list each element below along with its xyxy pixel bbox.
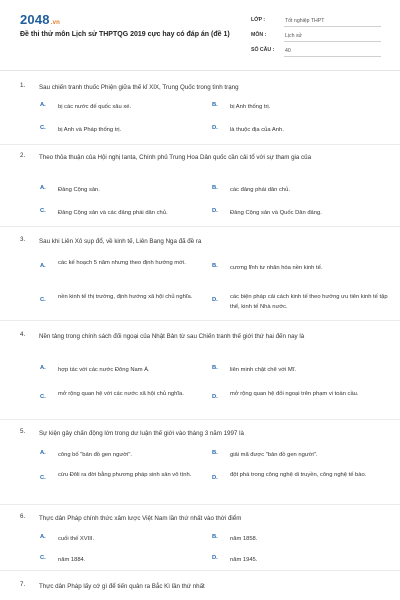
option-letter: D. <box>212 555 218 561</box>
meta-value: Lịch sử <box>284 31 381 42</box>
option-text: năm 1858. <box>230 536 258 542</box>
option-text: bị Anh và Pháp thống trị. <box>58 127 122 133</box>
option-text: giải mã được "bản đồ gen người". <box>230 452 318 458</box>
option-text: các biện pháp cải cách kinh tế theo hướng ưu tiên kinh tế tập thể, kinh tế Nhà nước. <box>230 294 388 310</box>
question-number: 2. <box>20 152 26 159</box>
option-text: các kế hoạch 5 năm nhưng theo định hướng mới. <box>58 260 186 266</box>
option-letter: A. <box>40 365 46 371</box>
option-letter: B. <box>212 365 218 371</box>
meta-row-class <box>251 16 381 31</box>
option-text: Đảng Cộng sản. <box>58 187 100 193</box>
logo-suffix: .vn <box>50 20 61 26</box>
option-letter: D. <box>212 208 218 214</box>
question-number: 5. <box>20 428 26 435</box>
meta-label: MÔN : <box>251 32 267 38</box>
question-number: 6. <box>20 513 26 520</box>
question-text: Sau khi Liên Xô sụp đổ, về kinh tế, Liên Bang Nga đã đề ra <box>39 238 202 245</box>
meta-row-count <box>251 46 381 61</box>
exam-title: Đề thi thử môn Lịch sử THPTQG 2019 cực hay có đáp án (đề 1) <box>20 31 230 38</box>
option-letter: C. <box>40 394 46 400</box>
question-text: Sau chiến tranh thuốc Phiện giữa thế kỉ XIX, Trung Quốc trong tình trạng <box>39 84 239 91</box>
question-separator <box>0 226 400 227</box>
option-letter: D. <box>212 297 218 303</box>
option-text: công bố "bản đồ gen người". <box>58 452 133 458</box>
option-text: năm 1945. <box>230 557 258 563</box>
option-text: năm 1884. <box>58 557 86 563</box>
option-text: đột phá trong công nghệ di truyền, công nghệ tế bào. <box>230 472 367 478</box>
question-separator <box>0 570 400 571</box>
option-text: mở rộng quan hệ với các nước xã hội chủ nghĩa. <box>58 391 184 397</box>
option-letter: B. <box>212 102 218 108</box>
option-letter: A. <box>40 263 46 269</box>
option-text: Đảng Cộng sản và các đảng phái dân chủ. <box>58 210 168 216</box>
meta-label: SỐ CÂU : <box>251 47 275 53</box>
option-letter: C. <box>40 208 46 214</box>
question-number: 7. <box>20 581 26 588</box>
option-letter: B. <box>212 450 218 456</box>
option-letter: D. <box>212 394 218 400</box>
header-divider <box>0 70 400 71</box>
question-separator <box>0 144 400 145</box>
question-text: Thực dân Pháp chính thức xâm lược Việt Nam lần thứ nhất vào thời điểm <box>39 515 242 522</box>
option-text: bị Anh thống trị. <box>230 104 271 110</box>
question-separator <box>0 419 400 420</box>
exam-header <box>0 0 400 70</box>
meta-label: LỚP : <box>251 17 266 23</box>
option-text: cừu Đôli ra đời bằng phương pháp sinh sản vô tính. <box>58 472 192 478</box>
option-text: Đảng Cộng sản và Quốc Dân đảng. <box>230 210 322 216</box>
option-text: liên minh chặt chẽ với Mĩ. <box>230 367 296 373</box>
option-letter: B. <box>212 185 218 191</box>
option-text: các đảng phái dân chủ. <box>230 187 290 193</box>
question-separator <box>0 320 400 321</box>
question-text: Sự kiện gây chấn động lớn trong dư luận thế giới vào tháng 3 năm 1997 là <box>39 430 244 437</box>
question-number: 1. <box>20 82 26 89</box>
option-text: bị các nước đế quốc xâu xé. <box>58 104 132 110</box>
option-text: là thuộc địa của Anh. <box>230 127 284 133</box>
option-letter: A. <box>40 102 46 108</box>
meta-value: Tốt nghiệp THPT <box>284 16 381 27</box>
option-letter: D. <box>212 125 218 131</box>
option-letter: A. <box>40 450 46 456</box>
option-letter: A. <box>40 534 46 540</box>
logo-text: 2048 <box>20 12 50 27</box>
site-logo[interactable] <box>20 12 60 27</box>
option-letter: C. <box>40 125 46 131</box>
option-text: cuối thế XVIII. <box>58 536 95 542</box>
meta-row-subject <box>251 31 381 46</box>
option-letter: C. <box>40 555 46 561</box>
exam-meta <box>251 16 381 61</box>
meta-value: 40 <box>284 46 381 57</box>
option-letter: C. <box>40 475 46 481</box>
option-letter: B. <box>212 534 218 540</box>
option-letter: D. <box>212 475 218 481</box>
option-text: cương lĩnh tư nhân hóa nền kinh tế. <box>230 265 323 271</box>
question-text: Thực dân Pháp lấy cớ gì để tiến quân ra Bắc Kì lần thứ nhất <box>39 583 205 590</box>
option-text: hợp tác với các nước Đông Nam Á. <box>58 367 150 373</box>
option-letter: B. <box>212 263 218 269</box>
question-separator <box>0 504 400 505</box>
question-text: Theo thỏa thuận của Hội nghị Ianta, Chính phủ Trung Hoa Dân quốc cần cải tổ với sự tham gia của <box>39 154 312 161</box>
option-text: nền kinh tế thị trường, định hướng xã hội chủ nghĩa. <box>58 294 193 300</box>
option-letter: A. <box>40 185 46 191</box>
option-text: mở rộng quan hệ đối ngoại trên phạm vi toàn cầu. <box>230 391 359 397</box>
option-letter: C. <box>40 297 46 303</box>
question-text: Nền tảng trong chính sách đối ngoại của Nhật Bản từ sau Chiến tranh thế giới thứ hai đến nay là <box>39 333 305 340</box>
question-number: 4. <box>20 331 26 338</box>
question-number: 3. <box>20 236 26 243</box>
